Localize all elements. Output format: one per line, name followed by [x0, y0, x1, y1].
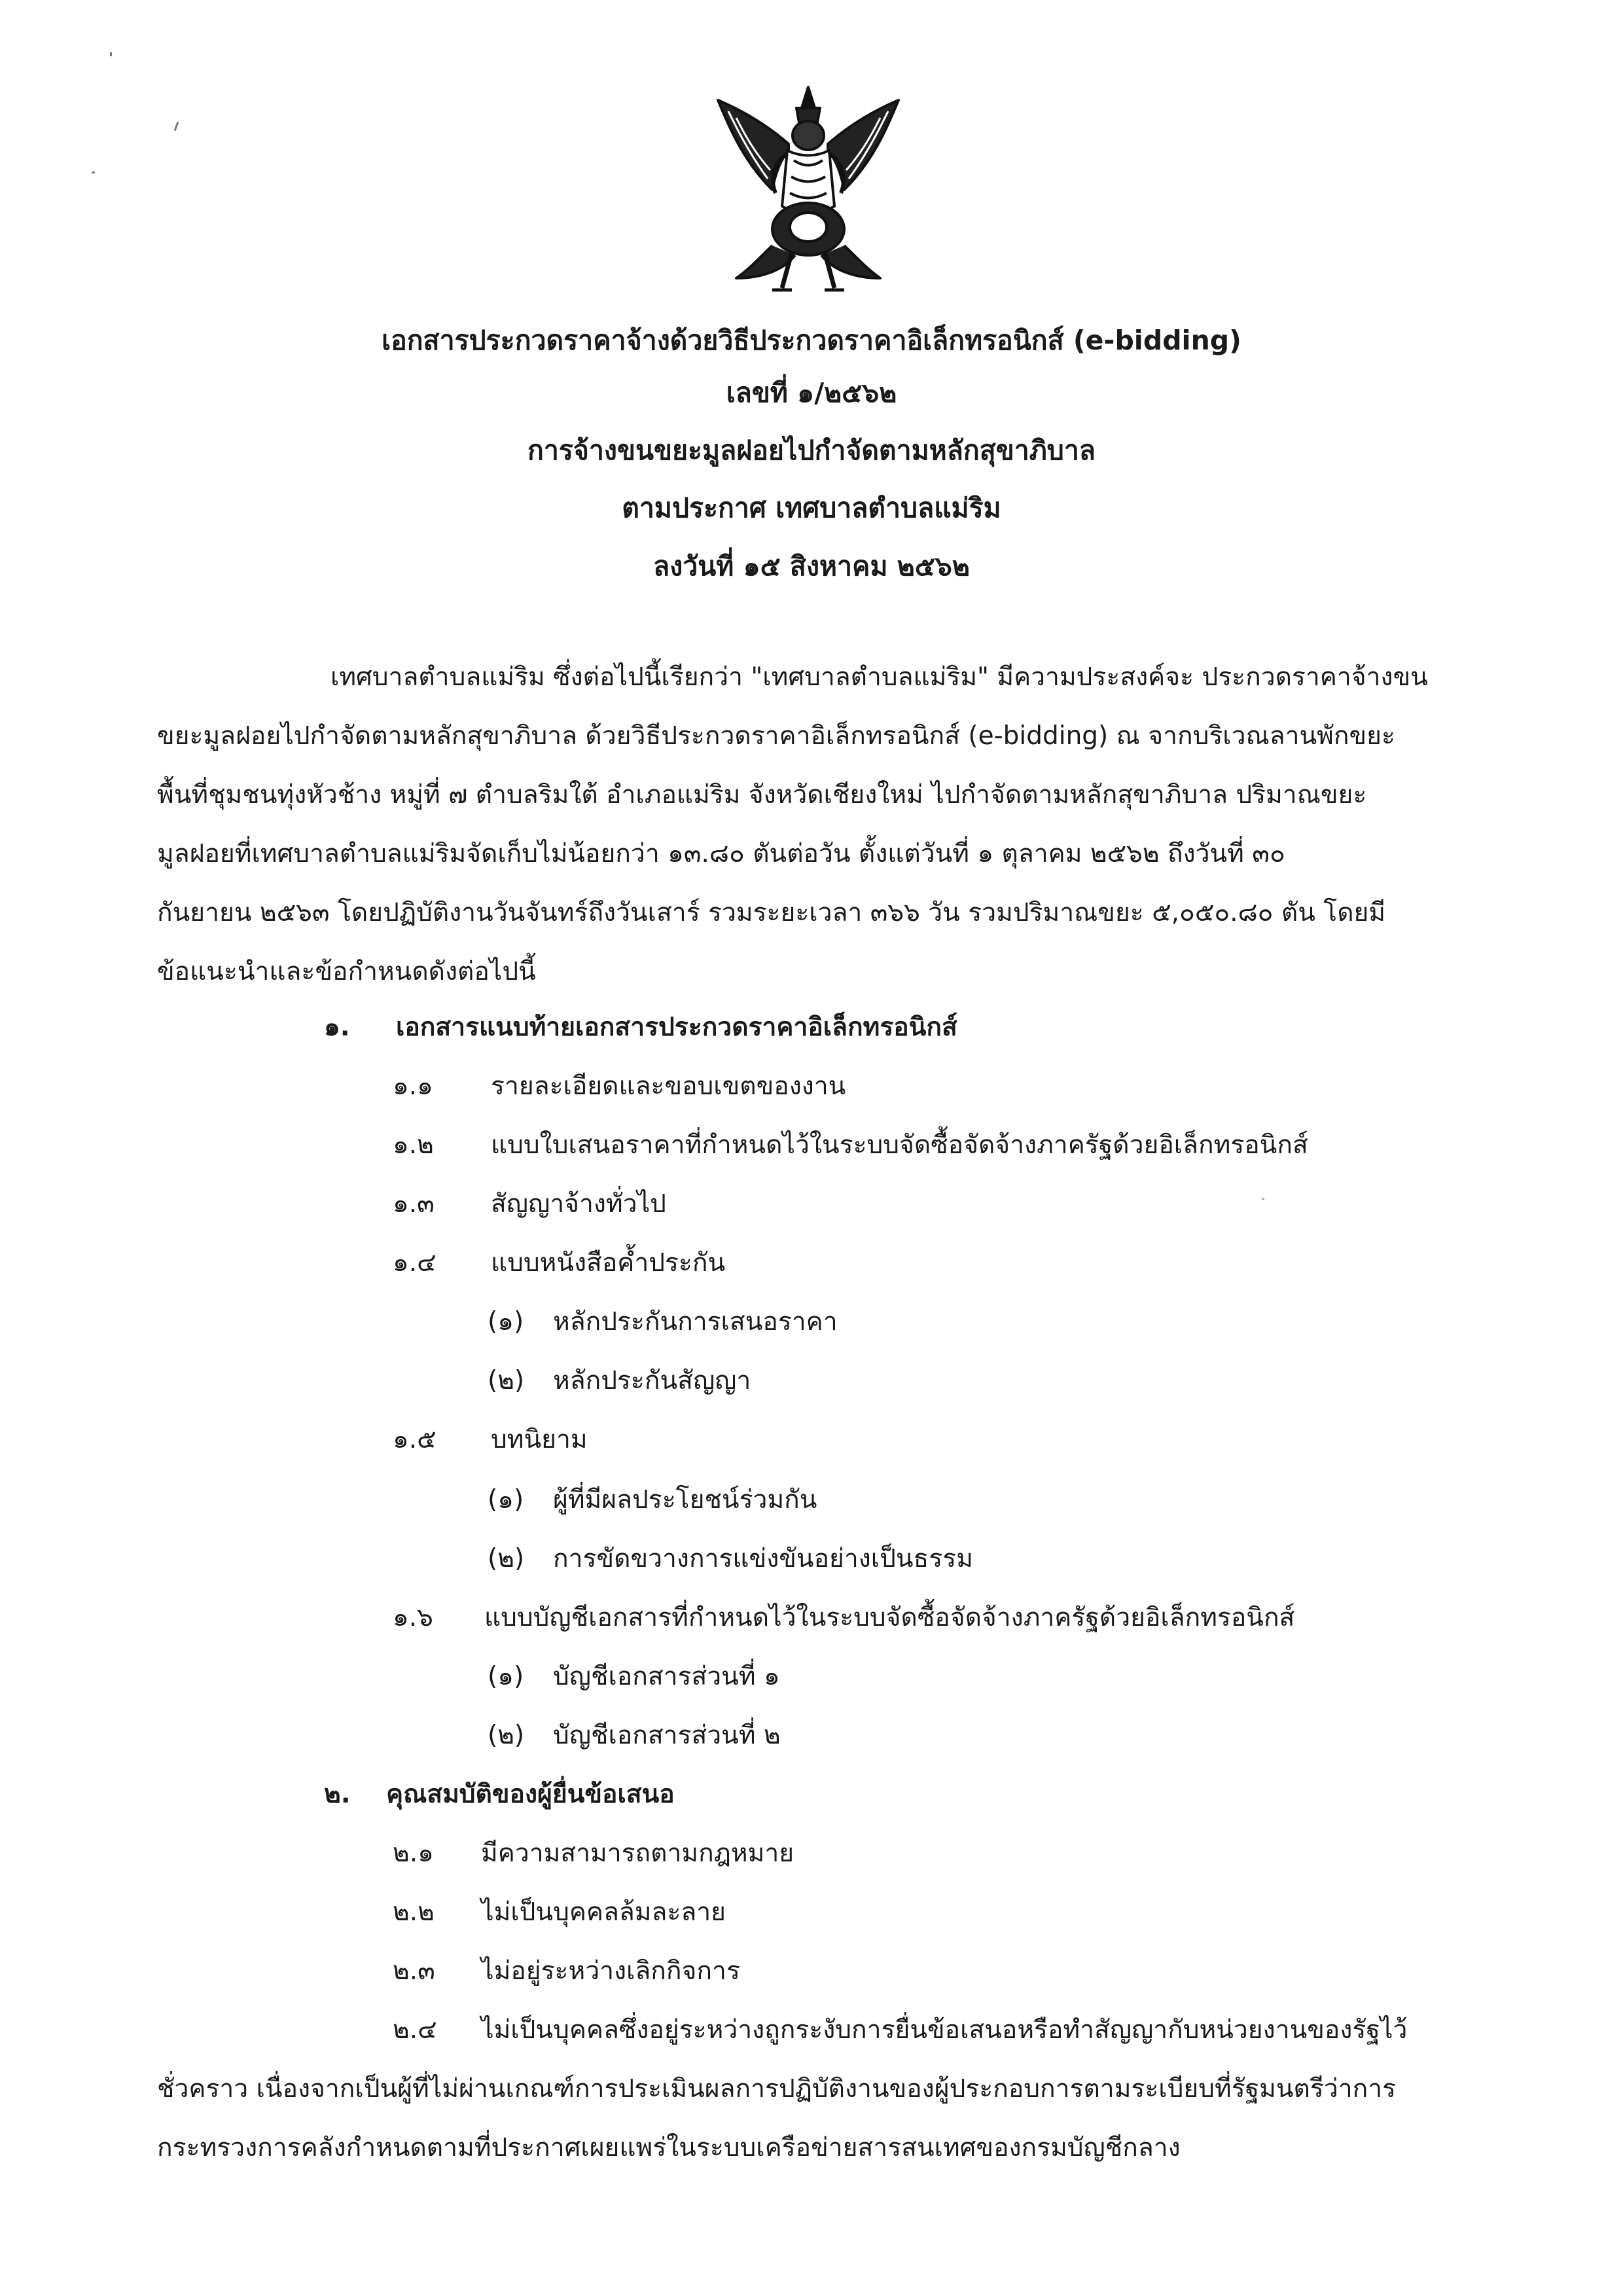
continuation-line: กระทรวงการคลังกำหนดตามที่ประกาศเผยแพร่ในระบบเครือข่ายสารสนเทศของกรมบัญชีกลาง [157, 2133, 1181, 2162]
item-number: ๒.๓ [393, 1956, 435, 1986]
item-number: ๒.๔ [393, 2015, 437, 2045]
subitem-text: หลักประกันการเสนอราคา [553, 1307, 838, 1336]
garuda-emblem-icon [710, 82, 906, 298]
document-date: ลงวันที่ ๑๕ สิงหาคม ๒๕๖๒ [653, 550, 970, 582]
subitem-text: บัญชีเอกสารส่วนที่ ๑ [553, 1662, 780, 1691]
subitem-text: ผู้ที่มีผลประโยชน์ร่วมกัน [553, 1485, 817, 1515]
section-heading: คุณสมบัติของผู้ยื่นข้อเสนอ [386, 1780, 675, 1809]
item-text: สัญญาจ้างทั่วไป [491, 1189, 666, 1219]
document-subject: การจ้างขนขยะมูลฝอยไปกำจัดตามหลักสุขาภิบาล [527, 435, 1096, 466]
item-number: ๑.๔ [393, 1248, 437, 1278]
document-title: เอกสารประกวดราคาจ้างด้วยวิธีประกวดราคาอิเล็กทรอนิกส์ (e-bidding) [382, 325, 1241, 356]
item-number: ๑.๖ [393, 1603, 433, 1632]
subitem-text: การขัดขวางการแข่งขันอย่างเป็นธรรม [553, 1544, 973, 1573]
intro-line: พื้นที่ชุมชนทุ่งหัวช้าง หมู่ที่ ๗ ตำบลริมใต้ อำเภอแม่ริม จังหวัดเชียงใหม่ ไปกำจัดตามหลักสุขาภิบาล ปริมาณขยะ [157, 780, 1367, 810]
item-text: บทนิยาม [491, 1425, 588, 1454]
subitem-text: บัญชีเอกสารส่วนที่ ๒ [553, 1721, 781, 1750]
subitem-text: หลักประกันสัญญา [553, 1366, 751, 1395]
scan-speck [110, 52, 112, 56]
item-text: ไม่เป็นบุคคลล้มละลาย [481, 1897, 726, 1927]
scan-speck [92, 171, 95, 173]
section-heading: เอกสารแนบท้ายเอกสารประกวดราคาอิเล็กทรอนิกส์ [396, 1013, 957, 1042]
item-number: ๑.๒ [393, 1130, 434, 1160]
document-announcer: ตามประกาศ เทศบาลตำบลแม่ริม [622, 492, 1001, 524]
item-number: ๑.๕ [393, 1425, 437, 1454]
intro-line: มูลฝอยที่เทศบาลตำบลแม่ริมจัดเก็บไม่น้อยกว่า ๑๓.๘๐ ตันต่อวัน ตั้งแต่วันที่ ๑ ตุลาคม ๒๕๖๒ ถึงวันที่ ๓๐ [157, 839, 1285, 869]
subitem-number: (๒) [488, 1721, 525, 1750]
item-text: แบบบัญชีเอกสารที่กำหนดไว้ในระบบจัดซื้อจัดจ้างภาครัฐด้วยอิเล็กทรอนิกส์ [484, 1603, 1295, 1632]
scan-speck [1262, 1198, 1264, 1200]
item-text: ไม่อยู่ระหว่างเลิกกิจการ [481, 1956, 740, 1986]
item-number: ๑.๓ [393, 1189, 435, 1219]
subitem-number: (๑) [488, 1307, 524, 1336]
item-text: ไม่เป็นบุคคลซึ่งอยู่ระหว่างถูกระงับการยื่นข้อเสนอหรือทำสัญญากับหน่วยงานของรัฐไว้ [481, 2015, 1408, 2045]
item-text: รายละเอียดและขอบเขตของงาน [491, 1071, 846, 1101]
item-text: แบบใบเสนอราคาที่กำหนดไว้ในระบบจัดซื้อจัดจ้างภาครัฐด้วยอิเล็กทรอนิกส์ [491, 1130, 1308, 1160]
subitem-number: (๑) [488, 1662, 524, 1691]
item-number: ๑.๑ [393, 1071, 433, 1101]
continuation-line: ชั่วคราว เนื่องจากเป็นผู้ที่ไม่ผ่านเกณฑ์การประเมินผลการปฏิบัติงานของผู้ประกอบการตามระเบียบที่รัฐมนตรีว่าการ [157, 2074, 1397, 2104]
document-number: เลขที่ ๑/๒๕๖๒ [726, 377, 897, 408]
intro-line: เทศบาลตำบลแม่ริม ซึ่งต่อไปนี้เรียกว่า "เทศบาลตำบลแม่ริม" มีความประสงค์จะ ประกวดราคาจ้างขน [330, 662, 1428, 692]
item-number: ๒.๒ [393, 1897, 435, 1927]
item-number: ๒.๑ [393, 1839, 434, 1868]
intro-line: ข้อแนะนำและข้อกำหนดดังต่อไปนี้ [157, 957, 536, 986]
subitem-number: (๑) [488, 1485, 524, 1515]
subitem-number: (๒) [488, 1366, 525, 1395]
section-number: ๑. [324, 1013, 350, 1042]
item-text: มีความสามารถตามกฎหมาย [481, 1839, 794, 1868]
scan-speck [174, 122, 179, 131]
section-number: ๒. [324, 1780, 351, 1809]
intro-line: กันยายน ๒๕๖๓ โดยปฏิบัติงานวันจันทร์ถึงวันเสาร์ รวมระยะเวลา ๓๖๖ วัน รวมปริมาณขยะ ๕,๐๕๐.๘๐ ตัน โดยมี [157, 898, 1386, 927]
item-text: แบบหนังสือค้ำประกัน [491, 1248, 726, 1278]
intro-line: ขยะมูลฝอยไปกำจัดตามหลักสุขาภิบาล ด้วยวิธีประกวดราคาอิเล็กทรอนิกส์ (e-bidding) ณ จากบริเวณลานพักขยะ [157, 721, 1395, 751]
subitem-number: (๒) [488, 1544, 525, 1573]
